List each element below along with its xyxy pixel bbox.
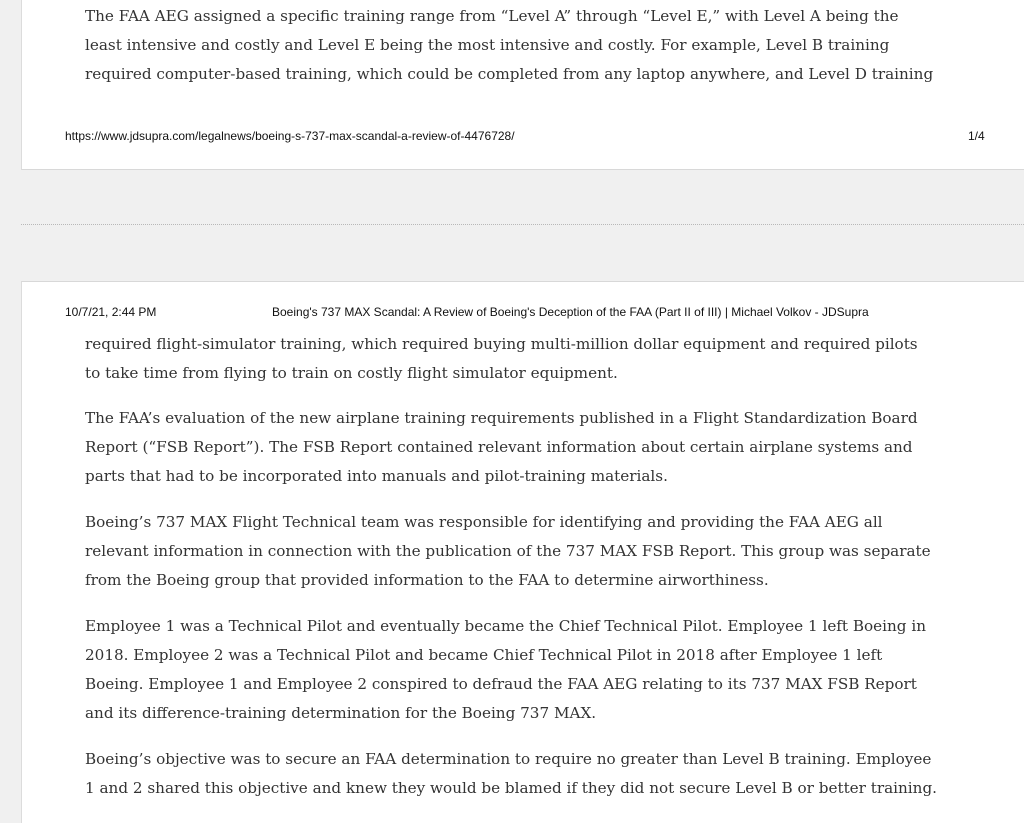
paragraph-line: parts that had to be incorporated into manuals and pilot-training materials. bbox=[85, 467, 668, 485]
paragraph-line: The FAA’s evaluation of the new airplane training requirements published in a Flight Standardization Board bbox=[85, 409, 918, 427]
paragraph-line: Report (“FSB Report”). The FSB Report contained relevant information about certain airplane systems and bbox=[85, 438, 913, 456]
paragraph-line: The FAA AEG assigned a specific training range from “Level A” through “Level E,” with Level A being the bbox=[85, 7, 899, 25]
page-separator bbox=[21, 224, 1024, 225]
footer-url: https://www.jdsupra.com/legalnews/boeing-s-737-max-scandal-a-review-of-4476728/ bbox=[65, 129, 515, 143]
paragraph-line: relevant information in connection with the publication of the 737 MAX FSB Report. This group was separate bbox=[85, 542, 931, 560]
paragraph-line: 1 and 2 shared this objective and knew they would be blamed if they did not secure Level B or better training. bbox=[85, 779, 937, 797]
paragraph-line: required computer-based training, which could be completed from any laptop anywhere, and Level D training bbox=[85, 65, 934, 83]
paragraph-simulator-training bbox=[85, 330, 985, 388]
paragraph-line: and its difference-training determination for the Boeing 737 MAX. bbox=[85, 704, 597, 722]
paragraph-line: to take time from flying to train on costly flight simulator equipment. bbox=[85, 364, 618, 382]
paragraph-line: 2018. Employee 2 was a Technical Pilot and became Chief Technical Pilot in 2018 after Employee 1 left bbox=[85, 646, 883, 664]
pdf-page-2 bbox=[21, 281, 1024, 823]
paragraph-line: Employee 1 was a Technical Pilot and eventually became the Chief Technical Pilot. Employee 1 left Boeing in bbox=[85, 617, 926, 635]
footer-page-number: 1/4 bbox=[968, 129, 985, 143]
paragraph-line: least intensive and costly and Level E being the most intensive and costly. For example, Level B training bbox=[85, 36, 890, 54]
paragraph-objective bbox=[85, 745, 985, 803]
paragraph-line: Boeing’s objective was to secure an FAA determination to require no greater than Level B training. Employee bbox=[85, 750, 932, 768]
paragraph-line: required flight-simulator training, which required buying multi-million dollar equipment and required pilots bbox=[85, 335, 918, 353]
pdf-page-1 bbox=[21, 0, 1024, 170]
header-date: 10/7/21, 2:44 PM bbox=[65, 305, 157, 319]
paragraph-line: Boeing’s 737 MAX Flight Technical team was responsible for identifying and providing the FAA AEG all bbox=[85, 513, 883, 531]
header-title: Boeing's 737 MAX Scandal: A Review of Boeing's Deception of the FAA (Part II of III) | Michael Volkov - JDSupra bbox=[272, 305, 869, 319]
paragraph-employees bbox=[85, 612, 985, 728]
paragraph-training-levels bbox=[85, 2, 985, 89]
paragraph-line: from the Boeing group that provided information to the FAA to determine airworthiness. bbox=[85, 571, 769, 589]
paragraph-line: Boeing. Employee 1 and Employee 2 conspired to defraud the FAA AEG relating to its 737 MAX FSB Report bbox=[85, 675, 917, 693]
paragraph-fsb-report bbox=[85, 404, 985, 491]
paragraph-flight-technical-team bbox=[85, 508, 985, 595]
